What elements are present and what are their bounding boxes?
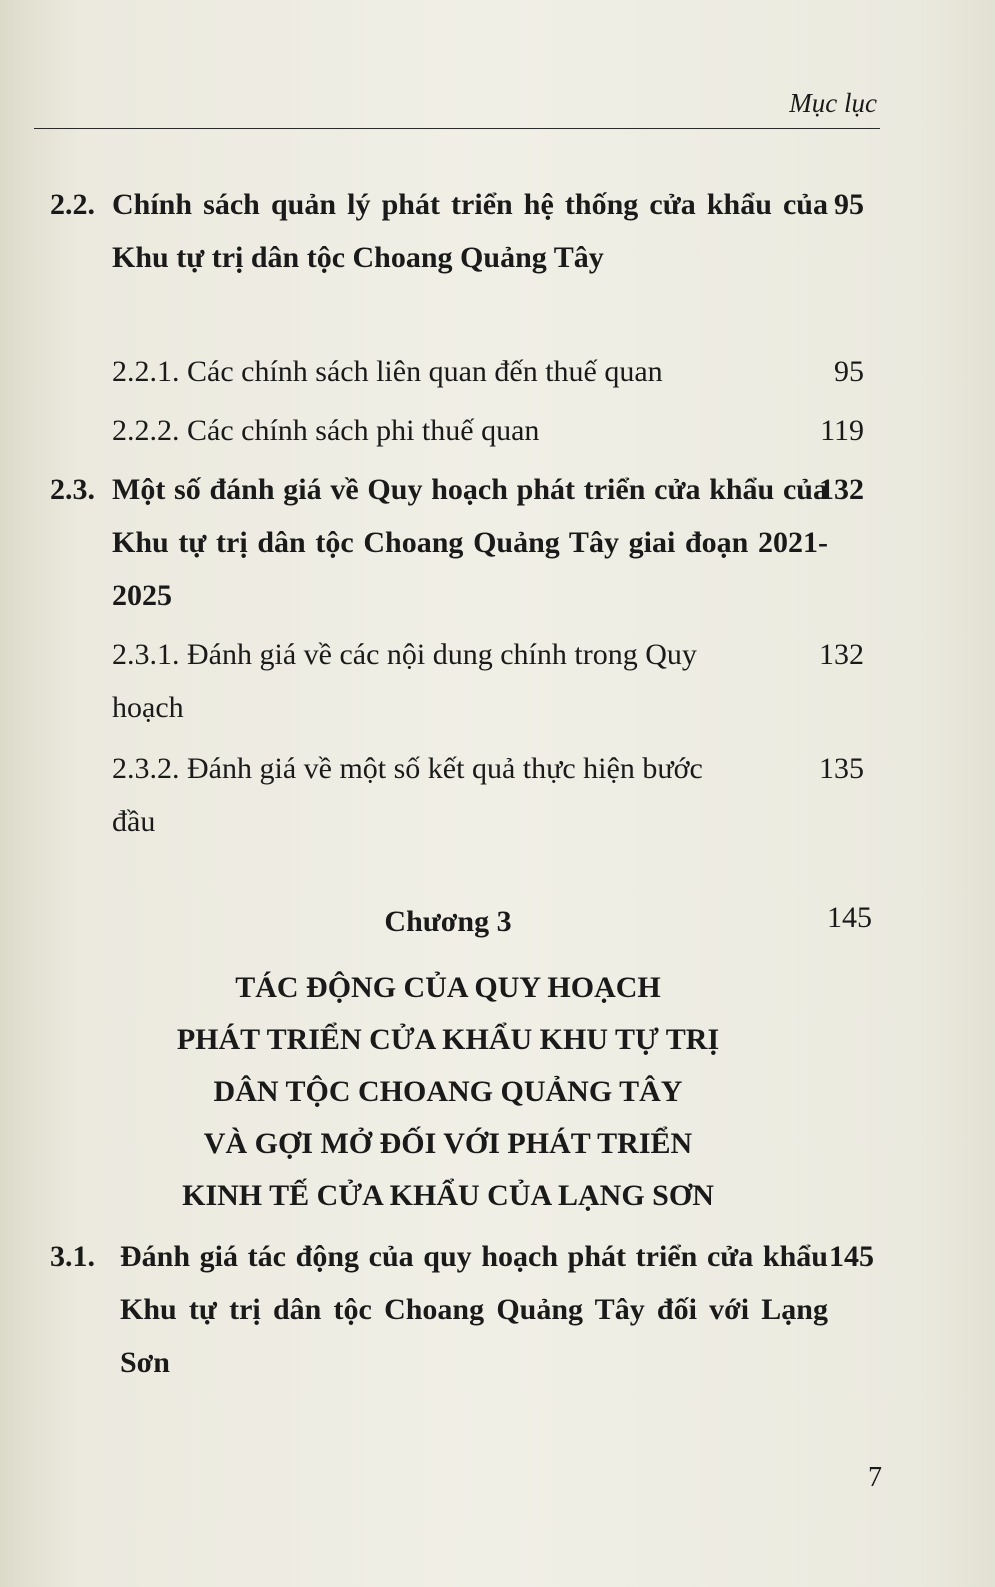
toc-entry-2-2-2 xyxy=(50,404,880,457)
toc-entry-title: 2.3.2. Đánh giá về một số kết quả thực hiện bước đầu xyxy=(112,752,703,838)
running-title: Mục lục xyxy=(789,88,877,118)
toc-entry-3-1 xyxy=(50,1230,880,1390)
toc-entry-page: 135 xyxy=(819,752,864,785)
toc-entry-page: 132 xyxy=(819,473,864,506)
toc-entry-title: Đánh giá tác động của quy hoạch phát triển cửa khẩu Khu tự trị dân tộc Choang Quảng Tây đối với Lạng Sơn xyxy=(120,1240,828,1379)
toc-entry-title: Một số đánh giá về Quy hoạch phát triển cửa khẩu của Khu tự trị dân tộc Choang Quảng Tây giai đoạn 2021-2025 xyxy=(112,473,828,612)
toc-entry-title: 2.2.2. Các chính sách phi thuế quan xyxy=(112,414,540,447)
chapter-label: Chương 3 xyxy=(384,905,512,938)
toc-entry-number: 3.1. xyxy=(50,1240,95,1273)
toc-entry-title: 2.2.1. Các chính sách liên quan đến thuế quan xyxy=(112,355,663,388)
toc-entry-page: 119 xyxy=(820,414,864,447)
page-number: 7 xyxy=(868,1462,882,1493)
toc-entry-page: 132 xyxy=(819,638,864,671)
toc-entry-number: 2.2. xyxy=(50,188,95,221)
chapter-page: 145 xyxy=(827,901,872,934)
chapter-title-line: PHÁT TRIỂN CỬA KHẨU KHU TỰ TRỊ xyxy=(176,1023,720,1056)
toc-entry-title: Chính sách quản lý phát triển hệ thống cửa khẩu của Khu tự trị dân tộc Choang Quảng Tây xyxy=(112,188,828,274)
toc-entry-number: 2.3. xyxy=(50,473,95,506)
toc-entry-2-3-1 xyxy=(50,628,880,738)
chapter-title-line: TÁC ĐỘNG CỦA QUY HOẠCH xyxy=(235,971,661,1004)
toc-entry-page: 95 xyxy=(834,188,864,221)
toc-entry-title: 2.3.1. Đánh giá về các nội dung chính trong Quy hoạch xyxy=(112,638,697,724)
toc-entry-2-2 xyxy=(50,178,880,338)
header-rule xyxy=(34,128,880,129)
chapter-title-line: DÂN TỘC CHOANG QUẢNG TÂY xyxy=(213,1075,683,1108)
chapter-page-row xyxy=(50,891,880,944)
toc-entry-2-2-1 xyxy=(50,345,880,398)
toc-entry-2-3-2 xyxy=(50,742,880,852)
toc-entry-page: 145 xyxy=(829,1240,874,1273)
chapter-title-line: KINH TẾ CỬA KHẨU CỦA LẠNG SƠN xyxy=(182,1179,714,1212)
chapter-title-line: VÀ GỢI MỞ ĐỐI VỚI PHÁT TRIỂN xyxy=(203,1127,693,1160)
toc-entry-page: 95 xyxy=(834,355,864,388)
toc-entry-2-3 xyxy=(50,463,880,623)
